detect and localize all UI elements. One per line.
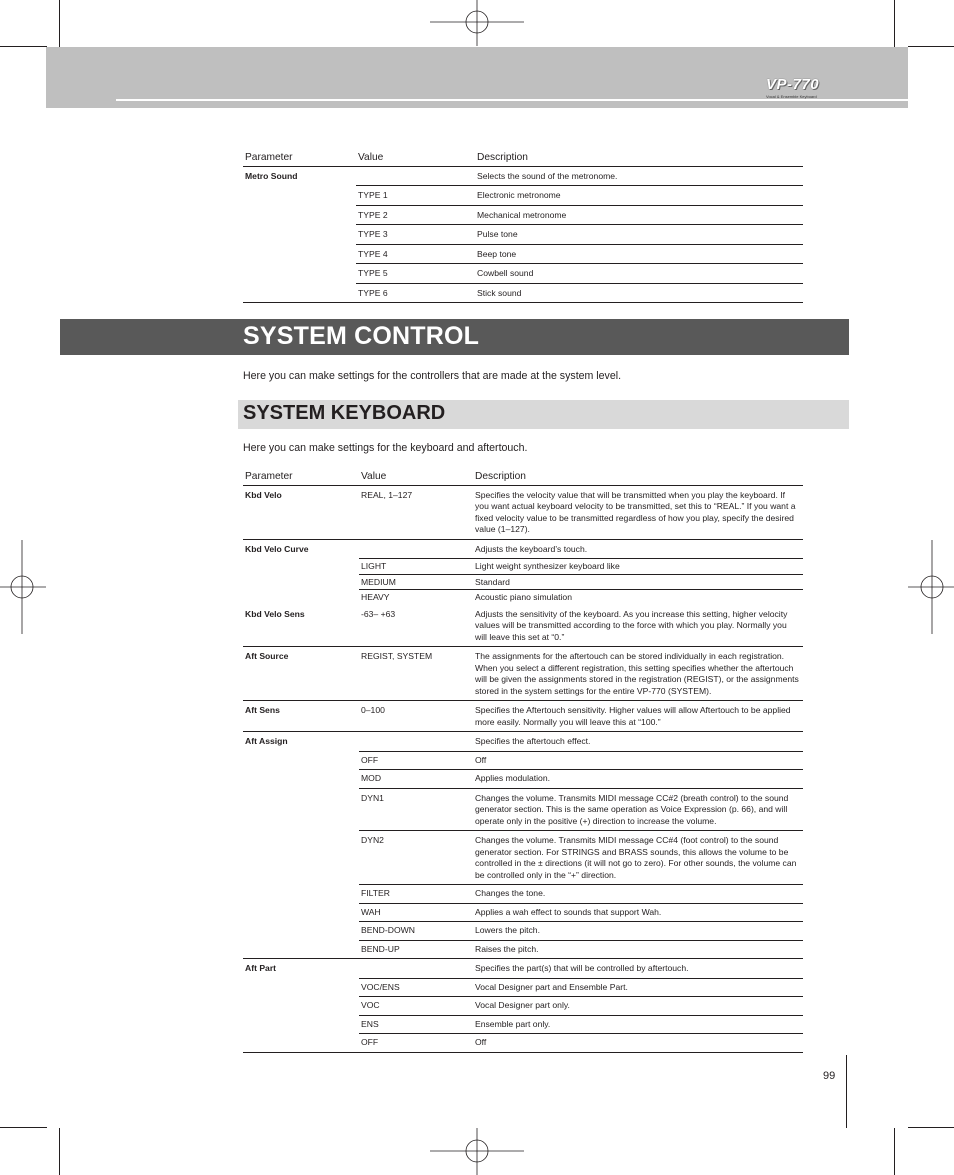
cell-value [356, 166, 475, 186]
table-row [243, 647, 803, 701]
cell-description: Applies modulation. [473, 770, 803, 789]
cell-value: ENS [359, 1015, 473, 1034]
cell-value: REGIST, SYSTEM [359, 647, 473, 701]
cell-parameter [243, 831, 359, 885]
cell-parameter [243, 788, 359, 831]
column-header-value: Value [356, 152, 475, 166]
cell-description: Vocal Designer part only. [473, 997, 803, 1016]
cell-description: Off [473, 751, 803, 770]
column-header-description: Description [473, 471, 803, 485]
cell-description: Changes the tone. [473, 885, 803, 904]
table-row [243, 283, 803, 303]
subsection-title: SYSTEM KEYBOARD [243, 402, 446, 424]
cell-parameter [243, 186, 356, 206]
crop-mark [894, 1128, 895, 1175]
table-header-row [243, 471, 803, 485]
system-keyboard-table [243, 471, 803, 1053]
table-row [243, 590, 803, 605]
table-row [243, 885, 803, 904]
header-rule [116, 99, 908, 101]
cell-value: -63– +63 [359, 605, 473, 647]
cell-value: MOD [359, 770, 473, 789]
table-row [243, 559, 803, 575]
cell-description: Stick sound [475, 283, 803, 303]
table-row [243, 732, 803, 752]
column-header-parameter: Parameter [243, 152, 356, 166]
cell-description: Pulse tone [475, 225, 803, 245]
table-row [243, 959, 803, 979]
cell-description: Beep tone [475, 244, 803, 264]
cell-value: VOC/ENS [359, 978, 473, 997]
section-heading-bar [60, 319, 849, 355]
cell-parameter [243, 1034, 359, 1053]
cell-parameter [243, 283, 356, 303]
table-row [243, 701, 803, 732]
cell-description: Raises the pitch. [473, 940, 803, 959]
subsection-intro: Here you can make settings for the keyboard and aftertouch. [243, 442, 528, 454]
table-row [243, 922, 803, 941]
registration-mark-icon [908, 540, 954, 634]
crop-mark [0, 46, 47, 47]
table-row [243, 770, 803, 789]
table-row [243, 205, 803, 225]
cell-value: 0–100 [359, 701, 473, 732]
cell-parameter: Aft Sens [243, 701, 359, 732]
cell-parameter [243, 244, 356, 264]
crop-mark [908, 46, 954, 47]
cell-parameter [243, 590, 359, 605]
cell-value: WAH [359, 903, 473, 922]
cell-value: TYPE 1 [356, 186, 475, 206]
table-row [243, 605, 803, 647]
cell-value [359, 539, 473, 559]
cell-parameter [243, 940, 359, 959]
cell-description: Off [473, 1034, 803, 1053]
cell-parameter: Kbd Velo Curve [245, 543, 309, 554]
cell-description: Applies a wah effect to sounds that support Wah. [473, 903, 803, 922]
cell-description: Adjusts the keyboard’s touch. [473, 539, 803, 559]
cell-parameter: Aft Assign [245, 736, 288, 746]
cell-value: TYPE 3 [356, 225, 475, 245]
cell-parameter [243, 751, 359, 770]
cell-value: DYN2 [359, 831, 473, 885]
cell-description: Standard [473, 574, 803, 590]
cell-description: Specifies the Aftertouch sensitivity. Higher values will allow Aftertouch to be applied more easily. Normally you will leave this at “100.” [473, 701, 803, 732]
section-title: SYSTEM CONTROL [243, 322, 480, 350]
table-row [243, 574, 803, 590]
table-header-row [243, 152, 803, 166]
cell-description: Ensemble part only. [473, 1015, 803, 1034]
cell-parameter [243, 264, 356, 284]
table-row [243, 788, 803, 831]
cell-parameter: Aft Part [245, 963, 277, 973]
cell-parameter [243, 922, 359, 941]
metro-sound-table [243, 152, 803, 303]
cell-parameter [243, 885, 359, 904]
cell-value: DYN1 [359, 788, 473, 831]
cell-description: The assignments for the aftertouch can be stored individually in each registration. When you select a different registration, this setting specifies whether the aftertouch will be given the assignments stored in the registration (REGIST), or the assignments stored in the system settings for the entire VP-770 (SYSTEM). [473, 647, 803, 701]
cell-value: VOC [359, 997, 473, 1016]
crop-mark [908, 1127, 954, 1128]
cell-value: OFF [359, 751, 473, 770]
logo-model: VP-770 [766, 76, 820, 93]
cell-value: TYPE 5 [356, 264, 475, 284]
cell-value: TYPE 2 [356, 205, 475, 225]
cell-description: Changes the volume. Transmits MIDI message CC#2 (breath control) to the sound generator section. This is the same operation as Voice Expression (p. 66), and will operate only in the positive (+) direction to increase the volume. [473, 788, 803, 831]
table-row [243, 751, 803, 770]
table-row [243, 903, 803, 922]
cell-description: Specifies the part(s) that will be controlled by aftertouch. [473, 959, 803, 979]
cell-value: HEAVY [361, 592, 390, 602]
cell-description: Adjusts the sensitivity of the keyboard. As you increase this setting, higher velocity values will be transmitted according to the force with which you play. Normally you will leave this set at “0.” [473, 605, 803, 647]
page-number: 99 [823, 1070, 836, 1082]
cell-parameter: Aft Source [243, 647, 359, 701]
table-row [243, 166, 803, 186]
table-row [243, 831, 803, 885]
column-header-parameter: Parameter [243, 471, 359, 485]
cell-parameter: Kbd Velo Sens [243, 605, 359, 647]
crop-mark [59, 1128, 60, 1175]
table-row [243, 186, 803, 206]
cell-parameter: Metro Sound [245, 170, 298, 181]
registration-mark-icon [0, 540, 46, 634]
cell-parameter [243, 1015, 359, 1034]
cell-parameter [243, 978, 359, 997]
registration-mark-icon [430, 1128, 524, 1175]
cell-value: BEND-UP [359, 940, 473, 959]
cell-description: Light weight synthesizer keyboard like [473, 559, 803, 575]
cell-description: Specifies the aftertouch effect. [473, 732, 803, 752]
table-row [243, 1034, 803, 1053]
cell-value [359, 959, 473, 979]
crop-mark [0, 1127, 47, 1128]
cell-value: MEDIUM [359, 574, 473, 590]
cell-parameter [243, 559, 359, 575]
cell-parameter [243, 574, 359, 590]
crop-mark [59, 0, 60, 47]
cell-description: Changes the volume. Transmits MIDI message CC#4 (foot control) to the sound generator section. For STRINGS and BRASS sounds, this allows the volume to be controlled in the ± directions (it will not go to zero). For other sounds, the volume can be controlled only in the “+” direction. [473, 831, 803, 885]
cell-value: LIGHT [359, 559, 473, 575]
subsection-heading-bar [238, 400, 849, 429]
cell-description: Vocal Designer part and Ensemble Part. [473, 978, 803, 997]
cell-parameter: Kbd Velo [243, 485, 359, 539]
cell-description: Specifies the velocity value that will be transmitted when you play the keyboard. If you want actual keyboard velocity to be transmitted, set this to “REAL.” If you want a fixed velocity value to be transmitted regardless of how you play, specify the desired value (1–127). [473, 485, 803, 539]
cell-value: TYPE 4 [356, 244, 475, 264]
cell-parameter [243, 997, 359, 1016]
cell-parameter [243, 770, 359, 789]
cell-description: Electronic metronome [475, 186, 803, 206]
cell-description: Cowbell sound [475, 264, 803, 284]
cell-description: Acoustic piano simulation [475, 592, 572, 602]
column-header-value: Value [359, 471, 473, 485]
logo-subtitle: Vocal & Ensemble Keyboard [766, 94, 817, 99]
registration-mark-icon [430, 0, 524, 46]
cell-value: REAL, 1–127 [359, 485, 473, 539]
vp770-logo [766, 76, 838, 99]
cell-description: Selects the sound of the metronome. [475, 166, 803, 186]
margin-rule [846, 1055, 847, 1128]
column-header-description: Description [475, 152, 803, 166]
crop-mark [894, 0, 895, 47]
table-row [243, 978, 803, 997]
table-row [243, 1015, 803, 1034]
cell-description: Lowers the pitch. [473, 922, 803, 941]
table-row [243, 264, 803, 284]
cell-parameter [243, 225, 356, 245]
cell-description: Mechanical metronome [475, 205, 803, 225]
table-row [243, 485, 803, 539]
table-row [243, 940, 803, 959]
section-intro: Here you can make settings for the controllers that are made at the system level. [243, 370, 622, 382]
cell-value: OFF [359, 1034, 473, 1053]
table-row [243, 244, 803, 264]
cell-value: BEND-DOWN [359, 922, 473, 941]
cell-value [359, 732, 473, 752]
cell-parameter [243, 903, 359, 922]
cell-value: TYPE 6 [356, 283, 475, 303]
cell-parameter [243, 205, 356, 225]
table-row [243, 997, 803, 1016]
table-row [243, 539, 803, 559]
table-row [243, 225, 803, 245]
cell-value: FILTER [359, 885, 473, 904]
